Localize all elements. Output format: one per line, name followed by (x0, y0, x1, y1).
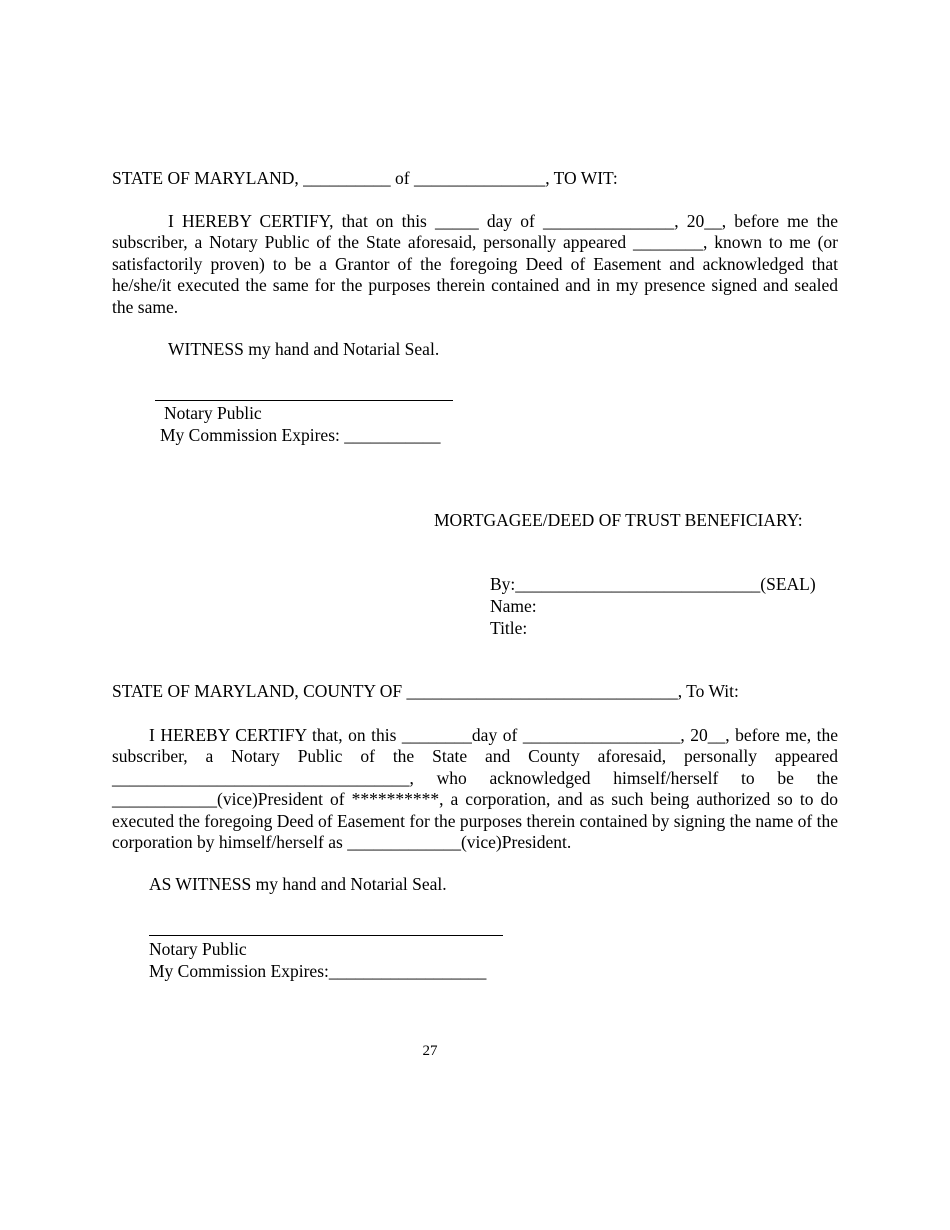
certify-paragraph-1 (112, 211, 838, 318)
by-seal-line: By:____________________________(SEAL) (490, 574, 816, 594)
state-heading-1: STATE OF MARYLAND, __________ of _______________, TO WIT: (112, 168, 618, 188)
notary-public-label-2: Notary Public (149, 939, 247, 959)
commission-expires-2: My Commission Expires:__________________ (149, 961, 487, 981)
certify-text-1: I HEREBY CERTIFY, that on this _____ day of _______________, 20__, before me the subscriber, a Notary Public of the State aforesaid, personally appeared ________, known to me (or satisfactorily proven) to be a Grantor of the foregoing Deed of Easement and acknowledged that he/she/it executed the same for the purposes therein contained and in my presence signed and sealed the same. (112, 211, 838, 317)
signature-line-2 (149, 935, 503, 936)
commission-expires-1: My Commission Expires: ___________ (160, 425, 441, 445)
mortgagee-heading: MORTGAGEE/DEED OF TRUST BENEFICIARY: (434, 510, 803, 530)
witness-line-1: WITNESS my hand and Notarial Seal. (168, 339, 440, 359)
title-label: Title: (490, 618, 528, 638)
name-label: Name: (490, 596, 537, 616)
certify-text-2: I HEREBY CERTIFY that, on this ________day of __________________, 20__, before me, the subscriber, a Notary Public of the State and County aforesaid, personally appeared __________________________________, who acknowledged himself/herself to be the ____________(vice)President of **********, a corporation, and as such being authorized so to do executed the foregoing Deed of Easement for the purposes therein contained by signing the name of the corporation by himself/herself as _____________(vice)President. (112, 725, 839, 853)
page-number: 27 (422, 1043, 438, 1059)
signature-line-1 (155, 400, 453, 401)
witness-line-2: AS WITNESS my hand and Notarial Seal. (149, 874, 447, 894)
state-heading-2: STATE OF MARYLAND, COUNTY OF _______________________________, To Wit: (112, 681, 739, 701)
certify-paragraph-2 (112, 725, 838, 853)
notary-public-label-1: Notary Public (164, 403, 262, 423)
